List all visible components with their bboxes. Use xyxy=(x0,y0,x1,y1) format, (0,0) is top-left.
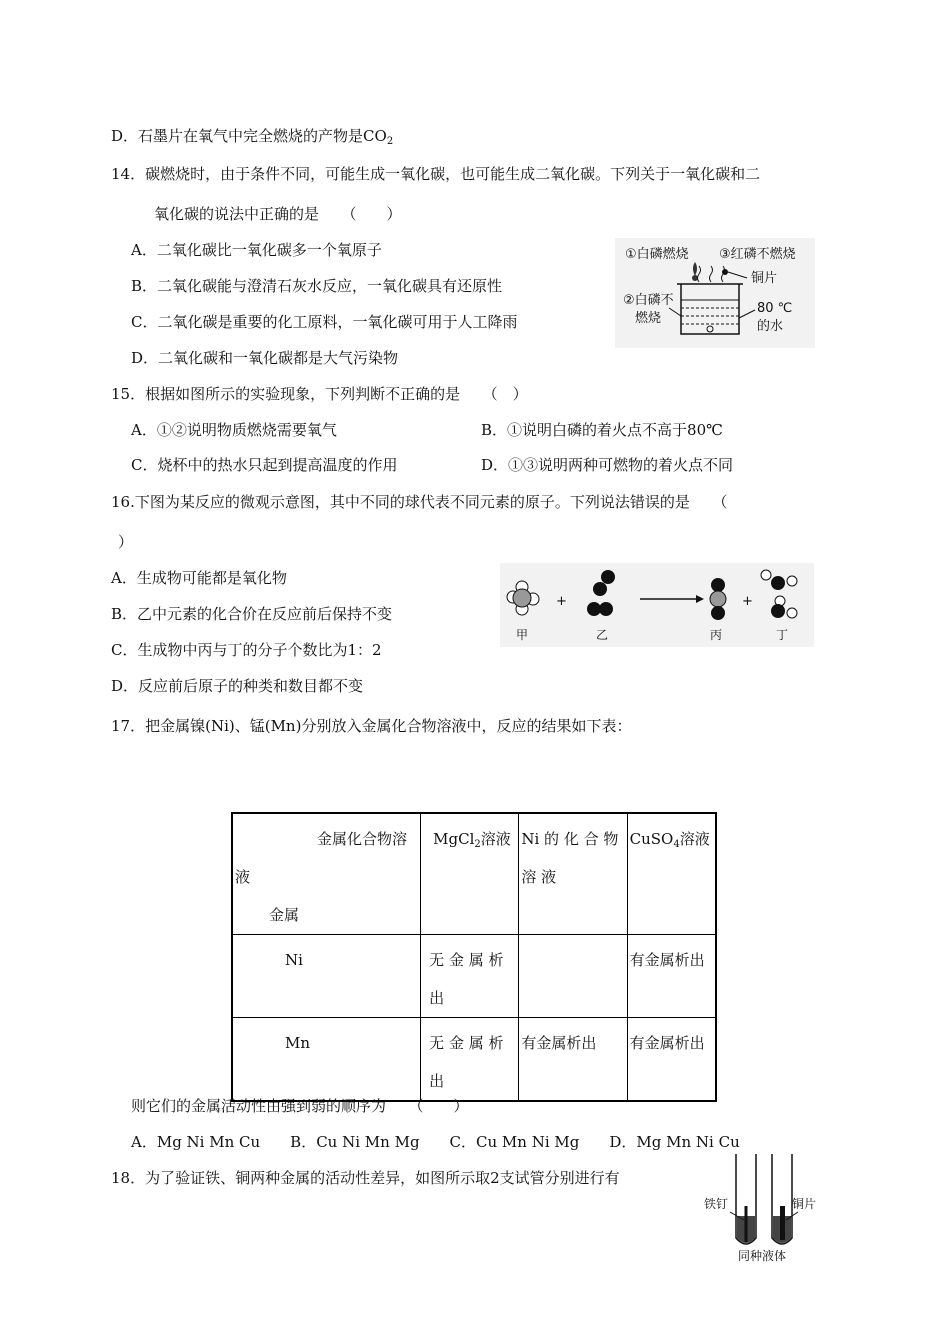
q14-option-b: B．二氧化碳能与澄清石灰水反应，一氧化碳具有还原性 xyxy=(131,277,503,295)
q17-followup: 则它们的金属活动性由强到弱的顺序为 （ ） xyxy=(131,1097,469,1115)
table-col-mgcl2: MgCl$_2$溶液 xyxy=(421,813,519,935)
corner-mid-label: 液 xyxy=(235,868,251,886)
label-water: 的水 xyxy=(757,319,784,334)
q16-stem-line2: ） xyxy=(118,533,134,551)
test-tubes-figure xyxy=(700,1150,830,1265)
q14-option-a: A．二氧化碳比一氧化碳多一个氧原子 xyxy=(131,241,382,259)
label-iron-nail: 铁钉 xyxy=(704,1197,729,1211)
combustion-experiment-figure xyxy=(615,238,815,348)
label-copper-sheet: 铜片 xyxy=(751,271,778,286)
q16-option-a: A．生成物可能都是氧化物 xyxy=(111,569,287,587)
table-header-row xyxy=(232,813,716,935)
label-bing: 丙 xyxy=(710,628,723,642)
table-col-cuso4: CuSO$_4$溶液 xyxy=(627,813,716,935)
q16-stem-line1: 16.下图为某反应的微观示意图，其中不同的球代表不同元素的原子。下列说法错误的是 （ xyxy=(111,493,728,511)
table-row-metal: Ni xyxy=(232,935,421,1018)
q14-option-d: D．二氧化碳和一氧化碳都是大气污染物 xyxy=(131,349,399,367)
table-cell: 有金属析出 xyxy=(519,1018,627,1102)
label-yi: 乙 xyxy=(596,628,609,642)
q15-option-b: B．①说明白磷的着火点不高于80℃ xyxy=(481,421,723,439)
label-red-phosphorus-no-burn: ③红磷不燃烧 xyxy=(719,247,796,262)
label-copper-piece: 铜片 xyxy=(792,1197,817,1211)
q16-option-c: C．生成物中丙与丁的分子个数比为1：2 xyxy=(111,641,382,659)
table-cell: 无 金 属 析 出 xyxy=(421,1018,519,1102)
q14-option-c: C．二氧化碳是重要的化工原料，一氧化碳可用于人工降雨 xyxy=(131,313,518,331)
metal-reaction-table xyxy=(231,812,717,1102)
q15-option-d: D．①③说明两种可燃物的着火点不同 xyxy=(481,456,734,474)
label-ding: 丁 xyxy=(776,628,789,642)
plus-sign-1: + xyxy=(556,594,567,609)
label-jia: 甲 xyxy=(516,628,529,642)
table-row-metal: Mn xyxy=(232,1018,421,1102)
label-water-temp: 80 ℃ xyxy=(757,301,793,316)
corner-bottom-label: 金属 xyxy=(269,906,300,924)
plus-sign-2: + xyxy=(742,594,753,609)
q16-option-d: D．反应前后原子的种类和数目都不变 xyxy=(111,677,364,695)
corner-top-label: 金属化合物溶 xyxy=(317,830,408,848)
table-corner-cell xyxy=(232,813,421,935)
label-same-liquid: 同种液体 xyxy=(738,1249,787,1263)
q18-stem: 18．为了验证铁、铜两种金属的活动性差异，如图所示取2支试管分别进行有 xyxy=(111,1169,620,1187)
q15-option-c: C．烧杯中的热水只起到提高温度的作用 xyxy=(131,456,398,474)
q13-option-d: D．石墨片在氧气中完全燃烧的产物是$CO_2$ xyxy=(111,127,394,147)
label-white-phosphorus-burns: ①白磷燃烧 xyxy=(625,247,689,262)
table-row xyxy=(232,935,716,1018)
table-cell: 有金属析出 xyxy=(627,935,716,1018)
table-col-ni-compound: Ni 的 化 合 物 溶 液 xyxy=(519,813,627,935)
q15-stem: 15．根据如图所示的实验现象，下列判断不正确的是 （ ） xyxy=(111,385,528,403)
label-underwater-phosphorus-a: ②白磷不 xyxy=(623,293,674,308)
q16-option-b: B．乙中元素的化合价在反应前后保持不变 xyxy=(111,605,393,623)
label-underwater-phosphorus-b: 燃烧 xyxy=(635,311,662,326)
q14-stem-line2: 氧化碳的说法中正确的是 （ ） xyxy=(154,205,402,223)
table-row xyxy=(232,1018,716,1102)
molecule-reaction-figure xyxy=(500,563,814,647)
q14-stem-line1: 14．碳燃烧时，由于条件不同，可能生成一氧化碳，也可能生成二氧化碳。下列关于一氧化碳和二 xyxy=(111,165,761,183)
table-cell: 有金属析出 xyxy=(627,1018,716,1102)
table-cell xyxy=(519,935,627,1018)
q17-options: A．Mg Ni Mn Cu B．Cu Ni Mn Mg C．Cu Mn Ni Mg D．Mg Mn Ni Cu xyxy=(131,1133,740,1151)
table-cell: 无 金 属 析 出 xyxy=(421,935,519,1018)
q17-stem: 17．把金属镍(Ni)、锰(Mn)分别放入金属化合物溶液中，反应的结果如下表： xyxy=(111,717,632,735)
q15-option-a: A．①②说明物质燃烧需要氧气 xyxy=(131,421,337,439)
